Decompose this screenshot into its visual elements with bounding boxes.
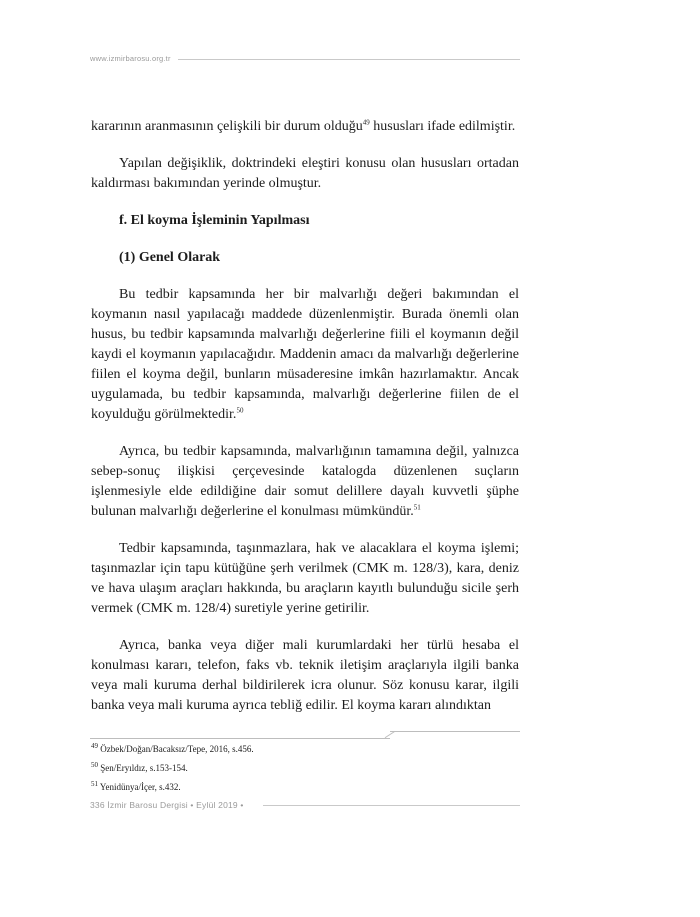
page-header — [90, 53, 520, 65]
paragraph-2: Yapılan değişiklik, doktrindeki eleştiri konusu olan hususları ortadan kaldırması bakımından yerinde olmuştur. — [91, 156, 519, 191]
footnote-text: Şen/Eryıldız, s.153-154. — [98, 763, 188, 773]
header-rule — [178, 59, 520, 60]
footnote-51 — [91, 781, 519, 793]
footnotes — [91, 743, 519, 800]
footnote-text: Özbek/Doğan/Bacaksız/Tepe, 2016, s.456. — [98, 744, 254, 754]
footnote-ref-51: 51 — [413, 503, 421, 512]
footer-text: 336 İzmir Barosu Dergisi • Eylül 2019 • — [90, 800, 244, 810]
page-footer — [90, 798, 520, 812]
footnote-separator — [90, 731, 520, 739]
section-heading-f: f. El koyma İşleminin Yapılması — [119, 213, 310, 228]
footnote-ref-49: 49 — [362, 118, 370, 127]
paragraph-4 — [91, 442, 519, 522]
footnote-50 — [91, 762, 519, 774]
paragraph-1-text-b: hususları ifade edilmiştir. — [369, 119, 516, 134]
footnote-number: 50 — [91, 761, 98, 769]
footnote-number: 51 — [91, 780, 98, 788]
paragraph-5: Tedbir kapsamında, taşınmazlara, hak ve alacaklara el koyma işlemi; taşınmazlar için tapu kütüğüne şerh verilmek (CMK m. 128/3), kara, deniz ve hava ulaşım araçları hakkında, bu araçların kayıtlı bulunduğu sicile şerh vermek (CMK m. 128/4) suretiyle yerine getirilir. — [91, 541, 519, 616]
header-url: www.izmirbarosu.org.tr — [90, 54, 171, 63]
paragraph-6: Ayrıca, banka veya diğer mali kurumlardaki her türlü hesaba el konulması kararı, telefon, faks vb. teknik iletişim araçlarıyla ilgili banka veya mali kuruma derhal bildirilerek icra olunur. Söz konusu karar, ilgili banka veya mali kuruma ayrıca tebliğ edilir. El koyma kararı alındıktan — [91, 638, 519, 713]
paragraph-1-text-a: kararının aranmasının çelişkili bir durum olduğu — [91, 119, 363, 134]
footer-rule — [263, 805, 520, 806]
footnote-ref-50: 50 — [236, 406, 244, 415]
footnote-number: 49 — [91, 742, 98, 750]
body-text — [91, 117, 519, 733]
footnote-49 — [91, 743, 519, 755]
paragraph-3 — [91, 285, 519, 425]
subsection-heading-1: (1) Genel Olarak — [119, 250, 221, 265]
paragraph-4-text: Ayrıca, bu tedbir kapsamında, malvarlığının tamamına değil, yalnızca sebep-sonuç ilişkisi çerçevesinde katalogda düzenlenen suçların işlenmesiyle elde edildiğine dair somut delillere dayalı kuvvetli şüphe bulunan malvarlığı değerlerine el konulması mümkündür. — [91, 444, 519, 519]
paragraph-1 — [91, 117, 519, 137]
paragraph-3-text: Bu tedbir kapsamında her bir malvarlığı değeri bakımından el koymanın nasıl yapılacağı maddede düzenlenmiştir. Burada önemli olan husus, bu tedbir kapsamında malvarlığı değerlerine fiili el koymanın değil kaydi el koymanın yapılacağıdır. Maddenin amacı da malvarlığı değerlerine fiilen el koyma değil, bunların müsaderesine imkân hazırlamaktır. Ancak uygulamada, bu tedbir kapsamında, malvarlığı değerlerine fiilen de el koyulduğu görülmektedir. — [91, 287, 519, 422]
footnote-text: Yenidünya/İçer, s.432. — [98, 782, 181, 792]
